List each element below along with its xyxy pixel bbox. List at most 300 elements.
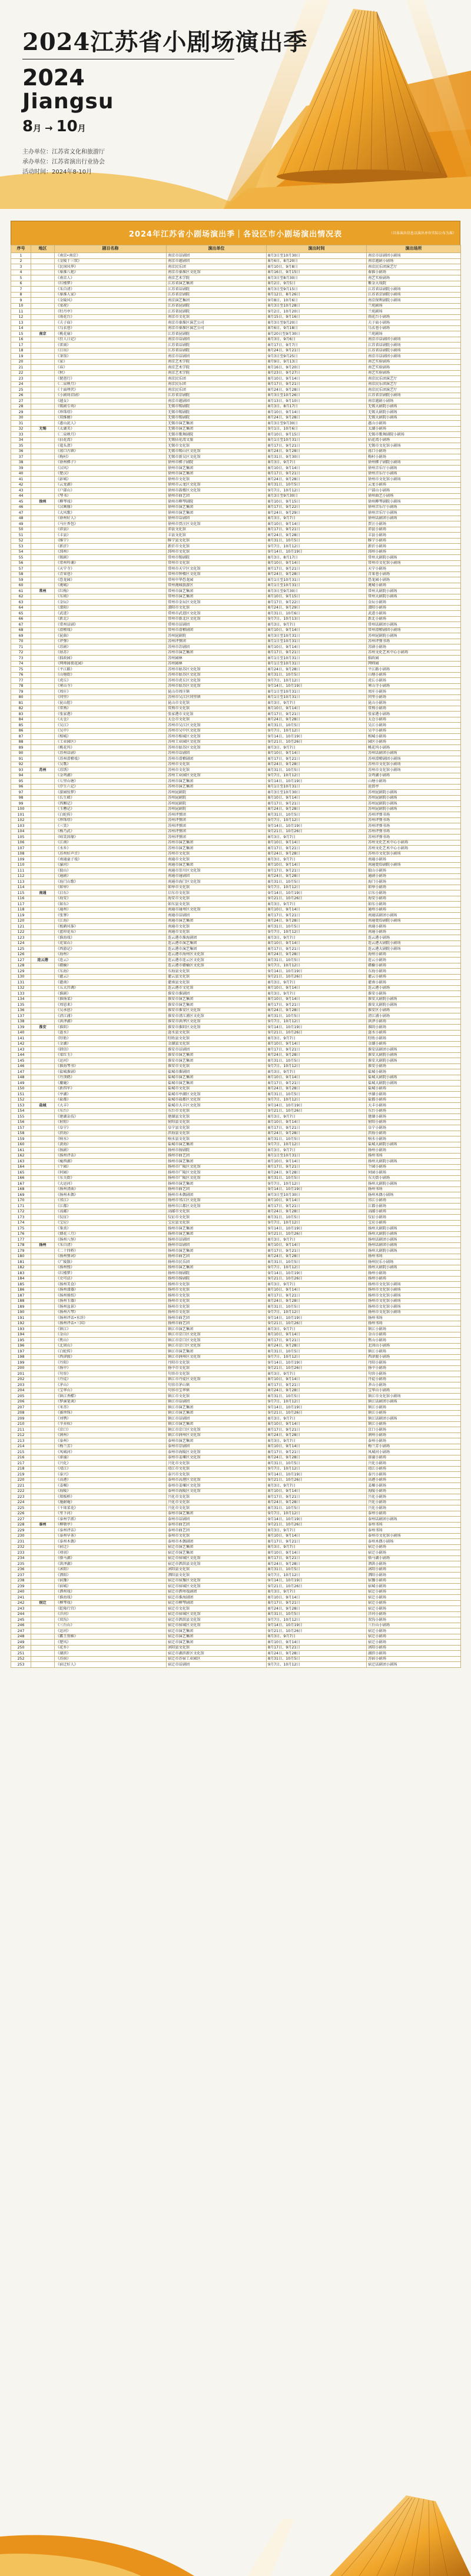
cell-index: 147 <box>11 1069 31 1075</box>
cell-program: 《扬州评话》 <box>55 1153 167 1159</box>
cell-program: 《泗阳》 <box>55 1573 167 1578</box>
table-row <box>11 851 461 857</box>
table-row <box>11 404 461 410</box>
cell-time: 9月7日、10月12日 <box>267 1399 367 1405</box>
cell-program: 《寒山寺》 <box>55 683 167 689</box>
cell-index: 132 <box>11 985 31 991</box>
cell-time: 8月17日、9月21日 <box>267 1539 367 1545</box>
cell-index: 228 <box>11 1522 31 1528</box>
cell-time: 8月17日、9月21日 <box>267 946 367 952</box>
cell-program: 《淹城》 <box>55 583 167 589</box>
cell-venue: 苏州文化艺术中心小剧场 <box>367 846 461 852</box>
cell-program: 《吴中》 <box>55 728 167 734</box>
cell-organizer: 镇江市演艺集团 <box>167 1405 267 1411</box>
cell-program: 《二泉映月》 <box>55 381 167 387</box>
cell-index: 203 <box>11 1382 31 1388</box>
cell-index: 221 <box>11 1483 31 1489</box>
cell-venue: 苏州评弹书场 <box>367 812 461 818</box>
cell-organizer: 苏州评弹团 <box>167 835 267 840</box>
header-time: 演出时间 <box>267 245 367 253</box>
cell-organizer: 扬州市话剧团 <box>167 1242 267 1248</box>
cell-organizer: 扬州市话剧团 <box>167 1237 267 1243</box>
table-row <box>11 1444 461 1450</box>
cell-program: 《日出》 <box>55 348 167 354</box>
cell-venue: 徐州市文化馆小剧场 <box>367 477 461 483</box>
cell-area <box>31 471 55 477</box>
cell-index: 174 <box>11 1220 31 1226</box>
cell-index: 7 <box>11 287 31 292</box>
cell-index: 93 <box>11 767 31 773</box>
table-row <box>11 1338 461 1344</box>
cell-program: 《通州》 <box>55 907 167 913</box>
table-row <box>11 706 461 712</box>
cell-organizer: 泰州市演艺集团 <box>167 1438 267 1444</box>
table-row <box>11 1103 461 1109</box>
cell-venue: 通剧小剧场 <box>367 873 461 879</box>
cell-time: 8月3日、9月7日 <box>267 1237 367 1243</box>
hero-banner <box>0 0 471 209</box>
cell-program: 《淮扬菜》 <box>55 996 167 1002</box>
table-row <box>11 325 461 331</box>
cell-venue: 京口小剧场 <box>367 1427 461 1433</box>
cell-time: 9月14日、10月19日 <box>267 549 367 555</box>
table-row <box>11 1438 461 1444</box>
hero-region: Jiangsu <box>22 89 114 114</box>
cell-organizer: 镇江市演艺集团 <box>167 1410 267 1416</box>
cell-time: 9月21日、10月26日 <box>267 1477 367 1483</box>
cell-time: 9月7日、10月12日 <box>267 1573 367 1578</box>
cell-time: 9月14日、10月19日 <box>267 683 367 689</box>
table-row <box>11 963 461 969</box>
cell-area <box>31 812 55 818</box>
cell-index: 154 <box>11 1108 31 1114</box>
cell-time: 8月10日、9月14日 <box>267 1421 367 1427</box>
cell-organizer: 南通市通剧团 <box>167 873 267 879</box>
cell-program: 《泰州木偶》 <box>55 1539 167 1545</box>
cell-organizer: 宿迁市演艺集团 <box>167 1544 267 1550</box>
cell-area <box>31 924 55 930</box>
cell-venue: 扬州大剧院小剧场 <box>367 1181 461 1187</box>
cell-index: 244 <box>11 1611 31 1617</box>
cell-index: 43 <box>11 488 31 494</box>
cell-venue: 无锡市文化馆小剧场 <box>367 443 461 449</box>
cell-organizer: 徐州市演艺集团 <box>167 466 267 471</box>
cell-area <box>31 298 55 304</box>
cell-index: 194 <box>11 1332 31 1338</box>
table-row <box>11 605 461 611</box>
cell-venue: 北固山小剧场 <box>367 1343 461 1349</box>
cell-index: 160 <box>11 1142 31 1148</box>
cell-index: 179 <box>11 1248 31 1254</box>
cell-program: 《启东》 <box>55 890 167 896</box>
cell-time: 9月7日、10月12日 <box>267 1181 367 1187</box>
cell-venue: 泗阳小剧场 <box>367 1573 461 1578</box>
cell-organizer: 宿迁市柳琴剧团 <box>167 1600 267 1606</box>
cell-area <box>31 1164 55 1170</box>
cell-index: 36 <box>11 448 31 454</box>
cell-program: 《彭城》 <box>55 477 167 483</box>
cell-area <box>31 437 55 443</box>
cell-time: 8月1日至10月31日 <box>267 689 367 695</box>
cell-venue: 如东小剧场 <box>367 902 461 908</box>
cell-index: 176 <box>11 1231 31 1237</box>
cell-time: 8月17日、9月22日 <box>267 504 367 510</box>
table-row <box>11 583 461 589</box>
cell-area <box>31 544 55 550</box>
cell-venue: 泰州书场 <box>367 1522 461 1528</box>
table-row <box>11 1327 461 1332</box>
cell-area <box>31 1477 55 1483</box>
cell-organizer: 扬州市文化馆 <box>167 1282 267 1288</box>
cell-program: 《南通童子戏》 <box>55 857 167 863</box>
cell-venue: 盐都小剧场 <box>367 1097 461 1103</box>
cell-organizer: 苏州市吴中区文化馆 <box>167 728 267 734</box>
cell-organizer: 扬州市民乐团 <box>167 1259 267 1265</box>
cell-venue: 淮安大剧院小剧场 <box>367 1052 461 1058</box>
cell-time: 8月3日、8月17日 <box>267 404 367 410</box>
cell-area <box>31 779 55 785</box>
cell-venue: 泰州木偶小剧场 <box>367 1539 461 1545</box>
cell-program: 《新北》 <box>55 616 167 622</box>
cell-organizer: 扬州市广陵区文化馆 <box>167 1164 267 1170</box>
cell-index: 52 <box>11 538 31 544</box>
cell-program: 《蓝印花布》 <box>55 929 167 935</box>
cell-area <box>31 594 55 600</box>
cell-program: 《兴化》 <box>55 1461 167 1467</box>
cell-time: 9月2日、10月20日 <box>267 309 367 315</box>
cell-organizer: 镇江市润州区文化馆 <box>167 1354 267 1360</box>
cell-time: 9月14日、10月19日 <box>267 823 367 829</box>
cell-area <box>31 1309 55 1315</box>
table-row <box>11 460 461 466</box>
cell-organizer: 连云港市文化馆 <box>167 985 267 991</box>
cell-organizer: 淮安市文化馆 <box>167 1063 267 1069</box>
cell-index: 171 <box>11 1204 31 1209</box>
cell-index: 206 <box>11 1399 31 1405</box>
cell-area <box>31 1186 55 1192</box>
cell-time: 8月31日、10月6日 <box>267 611 367 617</box>
cell-organizer: 兴化市文化馆 <box>167 1461 267 1467</box>
cell-venue: 东关街小剧场 <box>367 1175 461 1181</box>
cell-time: 8月17日、9月21日 <box>267 443 367 449</box>
cell-time: 8月24日、9月28日 <box>267 1254 367 1259</box>
cell-venue: 建湖小剧场 <box>367 1114 461 1120</box>
cell-time: 8月24日、9月28日 <box>267 851 367 857</box>
cell-area <box>31 1248 55 1254</box>
cell-time: 8月3日、9月7日 <box>267 1069 367 1075</box>
cell-program: 《仪征》 <box>55 1215 167 1221</box>
cell-time: 8月17日、9月21日 <box>267 1382 367 1388</box>
cell-time: 8月3日、9月7日 <box>267 700 367 706</box>
table-row <box>11 1645 461 1651</box>
cell-area <box>31 1002 55 1008</box>
cell-time: 8月3日至9月30日 <box>267 493 367 499</box>
cell-index: 157 <box>11 1125 31 1131</box>
table-row <box>11 806 461 812</box>
cell-index: 114 <box>11 885 31 890</box>
cell-time: 8月24日、9月28日 <box>267 762 367 767</box>
cell-organizer: 扬州市曲艺团 <box>167 1321 267 1327</box>
cell-area <box>31 969 55 975</box>
cell-time: 8月3日至9月15日 <box>267 287 367 292</box>
cell-organizer: 无锡市锡剧院 <box>167 415 267 421</box>
table-row <box>11 1533 461 1539</box>
cell-program: 《灌南》 <box>55 980 167 986</box>
cell-organizer: 南京民乐团 <box>167 376 267 382</box>
table-row <box>11 499 461 505</box>
cell-program: 《红楼梦》 <box>55 1271 167 1277</box>
cell-time: 9月7日、10月12日 <box>267 488 367 494</box>
table-row <box>11 348 461 354</box>
table-row <box>11 622 461 628</box>
cell-program: 《沭阳》 <box>55 1567 167 1573</box>
cell-time: 8月1日至10月31日 <box>267 437 367 443</box>
cell-area <box>31 1573 55 1578</box>
cell-area <box>31 857 55 863</box>
cell-time: 8月10日、9月15日 <box>267 499 367 505</box>
cell-program: 《扬州古琴》 <box>55 1309 167 1315</box>
table-row <box>11 549 461 555</box>
cell-venue: 扬州话剧团小剧场 <box>367 1237 461 1243</box>
cell-index: 146 <box>11 1063 31 1069</box>
cell-program: 《靖江》 <box>55 1466 167 1472</box>
cell-area <box>31 1209 55 1215</box>
cell-organizer: 海安市文化馆 <box>167 896 267 902</box>
cell-index: 83 <box>11 712 31 717</box>
table-row <box>11 1097 461 1103</box>
table-row <box>11 890 461 896</box>
table-row <box>11 762 461 767</box>
cell-venue: 夫子庙小剧场 <box>367 320 461 326</box>
cell-program: 《昆山腔》 <box>55 700 167 706</box>
cell-program: 《泗州戏》 <box>55 1589 167 1595</box>
cell-program: 《鼋头渚》 <box>55 443 167 449</box>
cell-time: 8月6日、9月18日 <box>267 325 367 331</box>
cell-organizer: 无锡市文化馆 <box>167 443 267 449</box>
cell-program: 《五大宫调》 <box>55 985 167 991</box>
cell-time: 8月31日、10月5日 <box>267 1304 367 1310</box>
cell-organizer: 无锡市歌舞剧院 <box>167 432 267 438</box>
table-row <box>11 1595 461 1601</box>
cell-organizer: 阜宁县文化馆 <box>167 1125 267 1131</box>
date-to-unit: 月 <box>77 124 86 134</box>
cell-program: 《茶馆》 <box>55 354 167 360</box>
cell-index: 12 <box>11 314 31 320</box>
table-row <box>11 873 461 879</box>
cell-time: 8月17日、9月21日 <box>267 801 367 807</box>
cell-index: 112 <box>11 873 31 879</box>
cell-area <box>31 1148 55 1154</box>
cell-program: 《天宁寺》 <box>55 566 167 572</box>
cell-organizer: 苏州评弹团 <box>167 823 267 829</box>
hero-dates <box>22 118 86 135</box>
table-row <box>11 555 461 561</box>
cell-time: 8月31日、10月5日 <box>267 1349 367 1355</box>
cell-venue: 南通更俗剧院小剧场 <box>367 918 461 924</box>
cell-program: 《十面埋伏》 <box>55 387 167 393</box>
cell-area <box>31 1505 55 1511</box>
cell-area <box>31 1075 55 1081</box>
cell-time: 8月17日、9月21日 <box>267 1125 367 1131</box>
cell-area <box>31 622 55 628</box>
cell-time: 9月7日、10月13日 <box>267 616 367 622</box>
cell-index: 25 <box>11 387 31 393</box>
cell-program: 《评弹》 <box>55 639 167 644</box>
cell-time: 8月17日、9月21日 <box>267 1047 367 1053</box>
cell-area <box>31 1215 55 1221</box>
cell-organizer: 泰州市海陵区文化馆 <box>167 1450 267 1455</box>
cell-program: 《荡口古镇》 <box>55 448 167 454</box>
cell-time: 8月10日、9月14日 <box>267 1198 367 1204</box>
cell-area <box>31 571 55 577</box>
cell-area <box>31 1254 55 1259</box>
cell-program: 《骆马湖》 <box>55 1555 167 1561</box>
cell-area <box>31 974 55 980</box>
table-row <box>11 1394 461 1400</box>
table-row <box>11 1081 461 1086</box>
cell-area <box>31 1136 55 1142</box>
info-undertaker: 承办单位：江苏省演出行业协会 <box>22 159 105 165</box>
cell-index: 110 <box>11 862 31 868</box>
cell-venue: 扬州大剧院小剧场 <box>367 1248 461 1254</box>
cell-index: 90 <box>11 750 31 756</box>
cell-area <box>31 1500 55 1505</box>
cell-time: 8月31日、10月5日 <box>267 1567 367 1573</box>
cell-time: 8月3日至8月30日 <box>267 275 367 281</box>
cell-venue: 苏州市文化馆小剧场 <box>367 851 461 857</box>
cell-program: 《项羽》 <box>55 1550 167 1556</box>
cell-venue: 淮安小剧场 <box>367 1063 461 1069</box>
cell-index: 9 <box>11 298 31 304</box>
cell-program: 《米芾》 <box>55 1405 167 1411</box>
cell-organizer: 泰州市曲艺团 <box>167 1528 267 1534</box>
cell-venue: 常州大剧院小剧场 <box>367 589 461 594</box>
table-row <box>11 1522 461 1528</box>
table-row <box>11 370 461 376</box>
cell-time: 8月10日、9月14日 <box>267 627 367 633</box>
table-row <box>11 1215 461 1221</box>
cell-venue: 常州市文化馆小剧场 <box>367 560 461 566</box>
cell-area <box>31 1304 55 1310</box>
cell-program: 《茅山》 <box>55 1382 167 1388</box>
cell-index: 131 <box>11 980 31 986</box>
cell-area <box>31 1265 55 1271</box>
cell-time: 8月17日、9月21日 <box>267 1248 367 1254</box>
cell-area <box>31 1153 55 1159</box>
cell-time: 8月31日、10月5日 <box>267 958 367 963</box>
cell-area <box>31 1175 55 1181</box>
cell-venue: 吴中小剧场 <box>367 728 461 734</box>
table-row <box>11 1589 461 1595</box>
cell-venue: 扬州小剧场 <box>367 1148 461 1154</box>
cell-index: 183 <box>11 1271 31 1277</box>
cell-organizer: 宿迁市宿城区文化馆 <box>167 1611 267 1617</box>
table-row <box>11 1388 461 1394</box>
cell-index: 181 <box>11 1259 31 1265</box>
table-row <box>11 644 461 650</box>
table-row <box>11 1192 461 1198</box>
cell-program: 《瘦西湖》 <box>55 1159 167 1165</box>
cell-area <box>31 1271 55 1277</box>
cell-index: 28 <box>11 404 31 410</box>
table-row <box>11 784 461 790</box>
cell-time: 9月14日、10月19日 <box>267 1517 367 1523</box>
cell-organizer: 扬州市文化馆 <box>167 1309 267 1315</box>
cell-time: 8月10日、9月14日 <box>267 1075 367 1081</box>
cell-program: 《南京人》 <box>55 275 167 281</box>
cell-program: 《网师园夜花园》 <box>55 661 167 667</box>
cell-program: 《新四军》 <box>55 1086 167 1092</box>
cell-venue: 无锡市歌舞剧院小剧场 <box>367 432 461 438</box>
cell-time: 8月17日、9月21日 <box>267 1450 367 1455</box>
cell-index: 95 <box>11 779 31 785</box>
cell-index: 195 <box>11 1338 31 1344</box>
cell-time: 8月24日、9月28日 <box>267 1455 367 1461</box>
cell-index: 38 <box>11 460 31 466</box>
table-row <box>11 935 461 941</box>
cell-organizer: 盐城市演艺集团 <box>167 1081 267 1086</box>
cell-time: 8月10日、9月14日 <box>267 1488 367 1494</box>
cell-program: 《花果山》 <box>55 940 167 946</box>
cell-area <box>31 1204 55 1209</box>
cell-area <box>31 370 55 376</box>
cell-program: 《赣榆》 <box>55 963 167 969</box>
cell-time: 9月7日、10月12日 <box>267 1662 367 1668</box>
cell-time: 9月7日、10月12日 <box>267 1220 367 1226</box>
cell-program: 《张家港》 <box>55 712 167 717</box>
cell-venue: 宿迁小剧场 <box>367 1600 461 1606</box>
cell-venue: 西津渡小剧场 <box>367 1354 461 1360</box>
cell-area: 徐州 <box>31 499 55 505</box>
cell-venue: 宿迁小剧场 <box>367 1628 461 1634</box>
cell-time: 9月14日、10月19日 <box>267 1623 367 1628</box>
cell-organizer: 无锡市演艺集团 <box>167 421 267 427</box>
cell-time: 8月3日至10月30日 <box>267 1192 367 1198</box>
cell-index: 210 <box>11 1421 31 1427</box>
cell-venue: 徐州音乐厅小剧场 <box>367 466 461 471</box>
cell-time: 8月24日、9月28日 <box>267 717 367 723</box>
cell-program: 《扬州评话•水浒》 <box>55 1315 167 1321</box>
table-row <box>11 1170 461 1176</box>
table-row <box>11 817 461 823</box>
cell-time: 8月10日、9月15日 <box>267 432 367 438</box>
table-row <box>11 359 461 365</box>
date-from: 8 <box>22 118 34 135</box>
cell-index: 101 <box>11 812 31 818</box>
cell-program: 《常熟》 <box>55 706 167 712</box>
cell-program: 《溱潼》 <box>55 1455 167 1461</box>
cell-program: 《双推磨》 <box>55 415 167 421</box>
cell-venue: 拙政园 <box>367 656 461 662</box>
cell-index: 145 <box>11 1058 31 1064</box>
cell-venue: 南通小剧场 <box>367 924 461 930</box>
cell-venue: 沭阳小剧场 <box>367 1567 461 1573</box>
cell-area <box>31 337 55 343</box>
cell-organizer: 南通市海门区文化馆 <box>167 879 267 885</box>
cell-index: 8 <box>11 292 31 298</box>
cell-program: 《扬州漆器》 <box>55 1287 167 1293</box>
cell-organizer: 江苏省昆剧院 <box>167 331 267 337</box>
cell-organizer: 苏州市吴江区同里镇 <box>167 694 267 700</box>
cell-organizer: 常州市文化馆 <box>167 560 267 566</box>
cell-organizer: 南通市文化馆 <box>167 929 267 935</box>
cell-organizer: 盐城市演艺集团 <box>167 1075 267 1081</box>
cell-index: 227 <box>11 1517 31 1523</box>
cell-index: 248 <box>11 1634 31 1640</box>
cell-organizer: 镇江市演艺集团 <box>167 1327 267 1332</box>
cell-venue: 盐城小剧场 <box>367 1086 461 1092</box>
table-row <box>11 538 461 544</box>
